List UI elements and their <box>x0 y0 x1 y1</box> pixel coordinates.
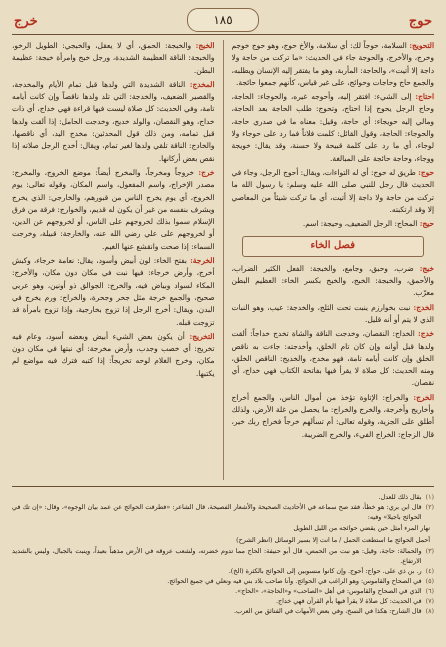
entry-text: إلى الشيء: افتقر إليه، وأحوجه غيره، والحوجاء: الحاجة، وحاج الرجل يحوج إذا احتاج، وتحوج: طلب الحاجة بعد الحاجة، ومالي إليه حويجاء: أي حاجة، وقيل: معناه ما في صدري حاجة، والحوجاء: الحاجة، وقول القائل: كلمت فلاناً فما رد على حوجاء ولا لوجاء، أي ما رد على كلمة قبيحة ولا حسنة، وقد يقال: خويجة ووجاء، وحاجة حائجة على المبالغة. <box>231 92 434 163</box>
footnote-number: (٣) <box>425 547 434 555</box>
entry-headword: احتاج: <box>415 92 434 102</box>
entry-headword: خرج: <box>198 167 215 177</box>
footnote <box>12 522 434 534</box>
entry-headword: خبج: <box>419 263 434 273</box>
entry-paragraph <box>232 328 435 389</box>
footnote-text: ر. بن ذي على. حواج: أحوج. وإن كانوا منسوبين إلى الحوائج بالكثرة (الخ). <box>228 567 422 575</box>
entry-headword: الخبج: <box>195 41 215 50</box>
footnote-number: (٤) <box>425 567 434 575</box>
left-column <box>12 40 215 480</box>
footnote-text: قال الشارح: هكذا في النسخ، وفي بعض الأمهات في الفتائق من العرب. <box>233 607 422 615</box>
entry-paragraph <box>12 331 215 380</box>
footnote <box>12 606 434 616</box>
entry-text: نبت بخوارزم ينبت تحت الثلج، والخدجة: عيب، وهو النبات الذي لا يتم أو أنه قليل. <box>231 302 434 324</box>
entry-text: طريق له حوج: أي له التواءات، ويقال: أحوج الرجل، وجاء في الحديث قال رجل للنبي صلى الله عليه وسلم: يا رسول الله ما تركت من حاجة ولا داجة إلا أتيت، أي ما تركت شيئاً من المعاصي إلا وقد ارتكبته. <box>231 167 434 214</box>
footnote-rule <box>12 486 434 487</box>
entry-headword: الخدج: <box>413 302 434 312</box>
header-left-word: خرج <box>14 14 38 29</box>
footnote-text: بقال ذلك للعدل. <box>378 493 422 501</box>
footnote <box>12 596 434 606</box>
footnote-number: (٦) <box>425 587 434 595</box>
column-divider <box>223 40 224 480</box>
entry-text: أن يكون بعض الشيء أبيض وبعضه أسود، وعام فيه تخريج: أي خصب وجدب، وأرض مخرجة: أي نبتها في مكان دون مكان، وخرج الغلام لوحه تخريجاً: إذا كتبه فترك فيه مواضع لم يكتبها. <box>12 331 215 378</box>
footnotes <box>12 492 434 642</box>
footnote <box>12 586 434 596</box>
entry-headword: حوج: <box>418 167 434 177</box>
entry-text: والخراج: الإتاوة تؤخذ من أموال الناس، والجمع أخراج وأخاريج وأخرجة، والخرج والخراج: ما يحصل من غلة الأرض، ولذلك أطلق على الجزية، وقوله تعالى: أم تسألهم خرجاً فخراج ربك خير، قال الزجاج: الخراج الفيء، والخرج الضريبة. <box>231 392 434 439</box>
entry-paragraph <box>232 167 435 216</box>
entry-text: خروجاً ومخرجاً، والمخرج أيضاً: موضع الخروج، والمخرج: مصدر الإخراج، واسم المفعول، واسم المكان، وقوله تعالى: يوم الخروج، أي يوم يخرج الناس من قبورهم، والخارجي: الذي يخرج ويشرف بنفسه من غير أن يكون له قديم، والخوارج: فرقة من فرق الإسلام سموا بذلك لخروجهم على الناس، أو لخروجهم عن الدين، أو لخروجهم على علي رضي الله عنه، والخارجة: قبيلة، وخرجت السماء: إذا صحت وانقشع عنها الغيم. <box>12 167 215 251</box>
entry-headword: المخدج: <box>189 79 215 89</box>
footnote-number: (٥) <box>425 577 434 585</box>
footnote <box>12 502 434 522</box>
entry-headword: حيج: <box>419 219 434 229</box>
footnote-text: في الحديث: كل صلاة لا يقرأ فيها بأم القرآن فهي خداج. <box>275 597 422 605</box>
entry-paragraph <box>232 218 435 230</box>
footnote-text: في الصحاح والقاموس: وهو الراغب في الحوائج. وأنا صاحب بلاد بني فيه ونعلي في جميع الحوائج. <box>167 577 422 585</box>
entry-paragraph <box>12 255 215 329</box>
entry-text: السلامة، حوجاً لك: أي سلامة، والأخ حوج، وهو حوج خوجم وخرج، والأخرج، والحوجة جاء في الحديث: «ما تركت من حاجة ولا داجة إلا أتيت»، والحاجة: المأربة، وهو ما يفتقر إليه الإنسان ويطلبه، والجمع حاج وحاجات وحوائج، على غير قياس، كأنهم جمعوا حائجة. <box>231 41 434 87</box>
entry-headword: الخرجة: <box>190 256 215 266</box>
footnote <box>12 546 434 566</box>
footnote-number: (٢) <box>425 503 434 511</box>
footnote-number: (١) <box>425 493 434 501</box>
text-columns <box>12 40 434 480</box>
footnote <box>12 492 434 502</box>
footnote <box>12 566 434 576</box>
entry-paragraph <box>232 263 435 300</box>
entry-text: المحاج: الرجل الضعيف، وحيجة: اسم. <box>302 219 418 229</box>
entry-text: والخبجة: الحمق، أي لا يعقل، والخبجي: الطويل الرخو، والخبجة: الناقة العظيمة الشديدة، ورجل خبج وامرأة خبجة: عظيمة البطن. <box>12 41 215 75</box>
footnote <box>12 534 434 546</box>
footnote-number: (٧) <box>425 597 434 605</box>
entry-text: الناقة الشديدة التي ولدها قبل تمام الأيام والمخدجة، والقصير الضعيف، والخدجة: التي تلد ولدها ناقصاً وإن كانت أيامه تامة، وفي الحديث: كل صلاة ليست فيها قراءة فهي خداج، أي ذات خداج، وهو النقصان، والولد خديج، وخدجت الحامل: إذا ألقت ولدها قبل تمامه، ومن ذلك قول المحدثين: مخدج اليد، أي ناقصها، والخادج: الناقة تلقي ولدها لغير تمام، ويقال: أخدج الرجل صلاته إذا نقص بعض أركانها. <box>12 79 215 163</box>
footnote-text: قال ابن بري: هو خطأ، فقد صح سماعه في الأحاديث الصحيحة والأشعار الفصيحة، قال الشاعر: «فطرفت الحوائج عن عمد بيان الوجوه»، وقال: «إن تك في الحوائج باجيلا» وفيه: <box>12 503 422 521</box>
page-number: ١٨٥ <box>187 8 259 32</box>
entry-paragraph <box>232 91 435 165</box>
header-rule <box>12 34 434 35</box>
right-column <box>232 40 435 480</box>
footnote-text: الذي في الصحاح والقاموس: في أهل «الصاحب» و«الحاجة»، «الحاج». <box>235 587 422 595</box>
footnote-verse: أحمل الحوائج ما استطعت الحمل / ما انت إلا بسير الوسائل (انظر الشرح) <box>236 536 430 544</box>
entry-text: بفتح الخاء: لون أبيض وأسود، يقال: نعامة خرجاء، وكبش أخرج، وأرض خرجاء: فيها نبت في مكان دون مكان، والأخرج: المكاء لسواد وبياض فيه، والخرج: الجوالق ذو أونين، وهو عربي صحيح، والجمع خرجة مثل جحر وجحرة، والخراج: ورم يخرج في البدن، ويقال: أخرج الرجل إذا تزوج بخارجية، وإذا تزوج بامرأة قد تزوجت قبله. <box>12 256 215 327</box>
section-title: فصل الخاء <box>242 236 425 256</box>
footnote <box>12 576 434 586</box>
entry-headword: التحويج: <box>409 41 434 50</box>
footnote-verse: نهار المرء أمثل حين يقضي حوائجه من الليل الطويل <box>293 524 430 532</box>
entry-paragraph <box>12 40 215 77</box>
entry-paragraph <box>232 40 435 89</box>
entry-paragraph <box>232 302 435 327</box>
entry-text: الخداج: النقصان، وخدجت الناقة والشاة تخدج خداجاً: ألقت ولدها قبل أوانه وإن كان تام الخلق، وأخدجته: جاءت به ناقص الخلق وإن كانت أيامه تامة، فهو مخدج، والخديج: الناقص الخلق، ومنه الحديث: كل صلاة لا يقرأ فيها بفاتحة الكتاب فهي خداج، أي نقصان. <box>231 329 434 388</box>
footnote-text: والحمالة: حاجة، وقيل: هو نبت من الحمص، قال أبو حنيفة: الحاج مما تدوم خضرته، ولشعب عروقه في الأرض مذهباً بعيداً، وينبت بالجبال، وليس بالشديد الارتفاع. <box>12 547 422 565</box>
entry-text: ضرب، وحبق، وجامع، والخبجة: الفعل الكثير الضراب، والأحمق، والخبجة: الخبج، والخبج بكسر الخاء: العظيم البطن معرّب. <box>231 263 434 298</box>
entry-paragraph <box>12 79 215 165</box>
entry-headword: الخرج: <box>413 392 434 402</box>
entry-paragraph <box>232 392 435 441</box>
entry-headword: التخريج: <box>189 331 215 341</box>
entry-headword: خدج: <box>418 329 434 339</box>
footnote-number: (٨) <box>425 607 434 615</box>
page-header <box>12 8 434 34</box>
header-right-word: حوج <box>408 14 432 29</box>
entry-paragraph <box>12 167 215 253</box>
